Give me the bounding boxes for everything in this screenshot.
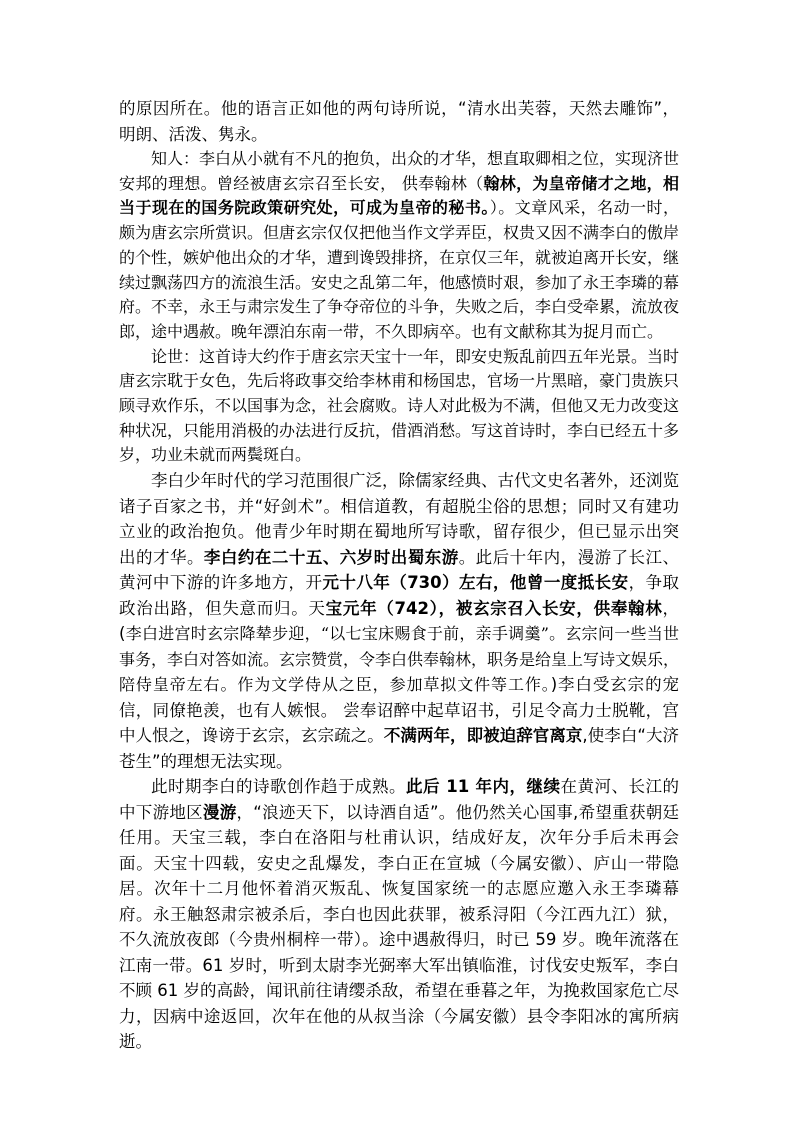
paragraph-youth (119, 468, 679, 774)
paragraph-1-text: 的原因所在。他的语言正如他的两句诗所说，“清水出芙蓉，天然去雕饰”，明朗、活泼、隽永。 (119, 99, 679, 144)
later-text-1: 此时期李白的诗歌创作趋于成熟。 (151, 777, 407, 797)
later-bold-1: 此后 11 年内，继续 (406, 777, 561, 797)
paragraph-zhiren (119, 147, 679, 345)
later-text-2: 在黄河、长江的中下游地区 (119, 777, 680, 822)
later-bold-2: 漫游 (202, 802, 237, 822)
document-page (119, 96, 679, 1055)
youth-kai-note: 李白进宫时玄宗降辇步迎，“以七宝床赐食于前，亲手调羹”。玄宗问一些当世事务，李白对答如流。玄宗赞赏，令李白供奉翰林，职务是给皇上写诗文娱乐，陪侍皇帝左右。作为文学侍从之臣，参加草拟文件等工作。 (119, 624, 680, 695)
paragraph-lunshi (119, 345, 679, 469)
lunshi-text: 论世：这首诗大约作于唐玄宗天宝十一年，即安史叛乱前四五年光景。当时唐玄宗耽于女色，先后将政事交给李林甫和杨国忠，官场一片黑暗，豪门贵族只顾寻欢作乐，不以国事为念，社会腐败。诗人对此极为不满，但他又无力改变这种状况，只能用消极的办法进行反抗，借酒消愁。写这首诗时，李白已经五十多岁，功业未就而两鬓斑白。 (119, 346, 680, 465)
youth-text-2: 。此后十年内，漫游了长江、黄河中下游的许多地方，开 (119, 547, 679, 593)
zhiren-text-1: 知人：李白从小就有不凡的抱负，出众的才华，想直取卿相之位，实现济世安邦的理想。曾经被唐玄宗召至长安， 供奉翰林（ (119, 149, 680, 193)
youth-text-1: 李白少年时代的学习范围很广泛，除儒家经典、古代文史名著外，还浏览诸子百家之书，并“好剑术”。相信道教，有超脱尘俗的思想；同时又有建功立业的政治抱负。他青少年时期在蜀地所写诗歌，留存很少，但已显示出突出的才华。 (119, 471, 679, 567)
youth-bold-1: 李白约在二十五、六岁时出蜀东游 (203, 547, 459, 567)
youth-text-3: ，争取政治出路，但失意而归。天 (119, 573, 679, 618)
youth-text-6: ,使李白“大济苍生”的理想无法实现。 (119, 726, 680, 771)
paragraph-1 (119, 96, 679, 147)
youth-text-4: ，( (119, 598, 679, 644)
youth-bold-3: 宝元年（742），被玄宗召入长安，供奉翰林 (325, 598, 663, 618)
youth-bold-2: 元十八年（730）左右，他曾一度抵长安 (322, 573, 629, 593)
youth-bold-4: 不满两年，即被迫辞官离京 (383, 726, 583, 746)
youth-text-5: )李白受玄宗的宠信，同僚艳羡，也有人嫉恨。 尝奉诏醉中起草诏书，引足令高力士脱靴，宫中人恨之，谗谤于玄宗，玄宗疏之。 (119, 675, 679, 746)
later-text-3: ，“浪迹天下，以诗酒自适”。他仍然关心国事,希望重获朝廷任用。天宝三载，李白在洛阳与杜甫认识，结成好友，次年分手后未再会面。天宝十四载，安史之乱爆发，李白正在宣城（今属安徽）、庐山一带隐居。次年十二月他怀着消灭叛乱、恢复国家统一的志愿应邀入永王李璘幕府。永王触怒肃宗被杀后，李白也因此获罪，被系浔阳（今江西九江）狱，不久流放夜郎（今贵州桐梓一带）。途中遇赦得归，时已 59 岁。晚年流落在江南一带。61 岁时，听到太尉李光弼率大军出镇临淮，讨伐安史叛军，李白不顾 61 岁的高龄，闻讯前往请缨杀敌，希望在垂暮之年，为挽救国家危亡尽力，因病中途返回，次年在他的从叔当涂（今属安徽）县令李阳冰的寓所病逝。 (119, 802, 680, 1052)
zhiren-bold-note: 翰林，为皇帝储才之地，相当于现在的国务院政策研究处，可成为皇帝的秘书。 (119, 173, 679, 218)
zhiren-text-2: ）。文章风采，名动一时，颇为唐玄宗所赏识。但唐玄宗仅仅把他当作文学弄臣，权贵又因不满李白的傲岸的个性，嫉妒他出众的才华，遭到谗毁排挤，在京仅三年，就被迫离开长安，继续过飘荡四方的流浪生活。安史之乱第二年，他感愤时艰，参加了永王李璘的幕府。不幸，永王与肃宗发生了争夺帝位的斗争，失败之后，李白受牵累，流放夜郎，途中遇赦。晚年漂泊东南一带，不久即病卒。也有文献称其为捉月而亡。 (119, 198, 680, 341)
paragraph-later (119, 774, 679, 1055)
